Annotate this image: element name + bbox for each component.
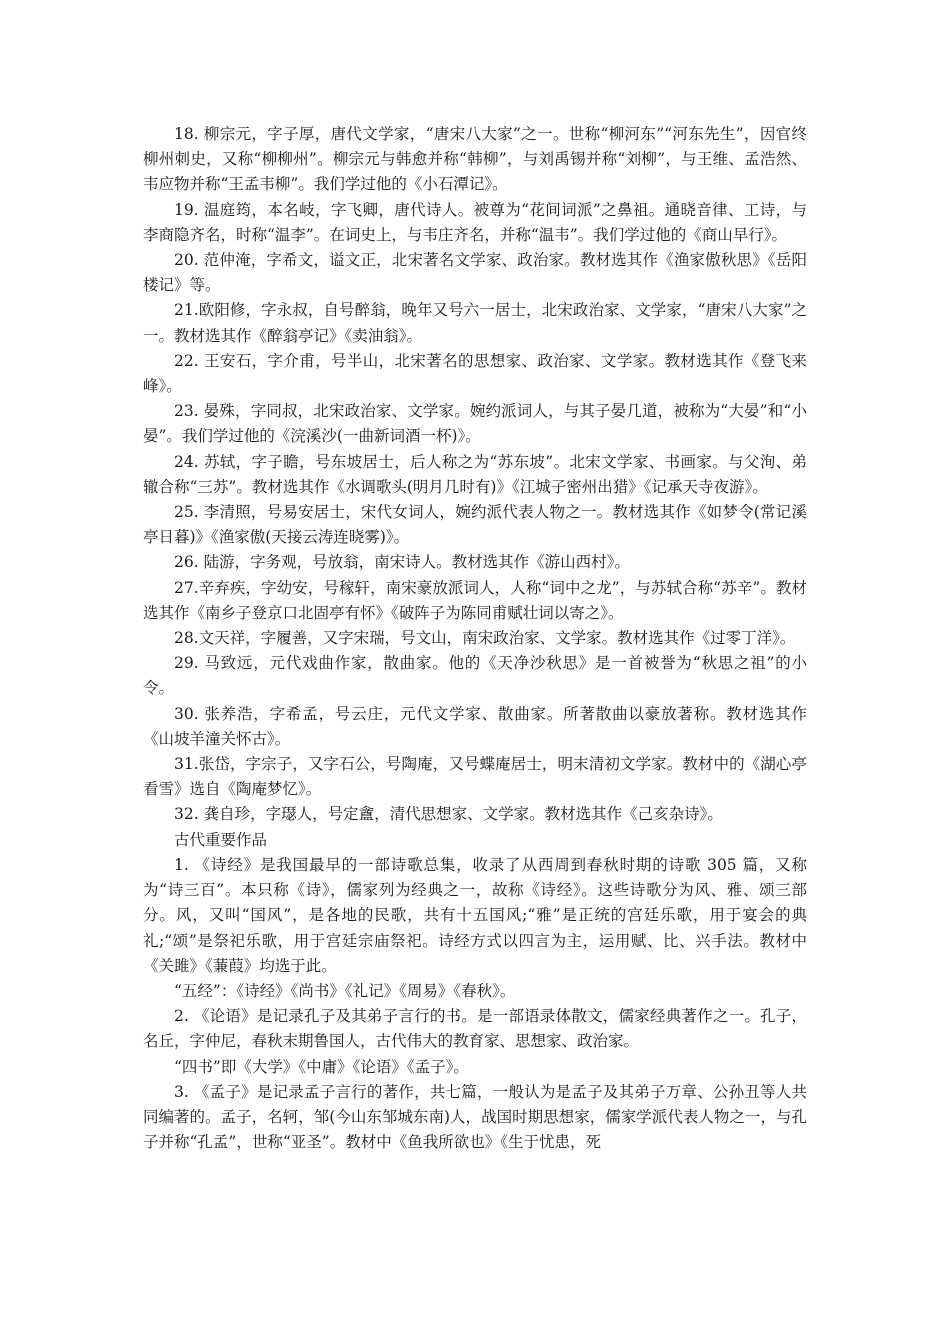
entry-zhang-yanghao: 30. 张养浩，字希孟，号云庄，元代文学家、散曲家。所著散曲以豪放著称。教材选其作《山坡羊潼关怀古》。 [143,704,807,748]
entry-yan-shu: 23. 晏殊，字同叔，北宋政治家、文学家。婉约派词人，与其子晏几道，被称为“大晏”和“小晏”。我们学过他的《浣溪沙(一曲新词酒一杯)》。 [143,402,807,446]
work-lunyu: 2. 《论语》是记录孔子及其弟子言行的书。是一部语录体散文，儒家经典著作之一。孔子，名丘，字仲尼，春秋末期鲁国人，古代伟大的教育家、思想家、政治家。 [143,1007,807,1051]
work-shijing: 1. 《诗经》是我国最早的一部诗歌总集，收录了从西周到春秋时期的诗歌 305 篇，又称为“诗三百”。本只称《诗》，儒家列为经典之一，故称《诗经》。这些诗歌分为风、雅、颂三部分。风，又叫“国风”，是各地的民歌，共有十五国风;“雅”是正统的宫廷乐歌，用于宴会的典礼;“颂”是祭祀乐歌，用于宫廷宗庙祭祀。诗经方式以四言为主，运用赋、比、兴手法。教材中《关雎》《蒹葭》均选于此。 [143,855,807,975]
entry-fan-zhongyan: 20. 范仲淹，字希文，谥文正，北宋著名文学家、政治家。教材选其作《渔家傲秋思》《岳阳楼记》等。 [143,251,807,295]
note-five-classics: “五经”：《诗经》《尚书》《礼记》《周易》《春秋》。 [174,981,516,1000]
entry-li-qingzhao: 25. 李清照，号易安居士，宋代女词人，婉约派代表人物之一。教材选其作《如梦令(常记溪亭日暮)》《渔家傲(天接云涛连晓雾)》。 [143,503,807,547]
entry-zhang-dai: 31.张岱，字宗子，又字石公，号陶庵，又号蝶庵居士，明末清初文学家。教材中的《湖心亭看雪》选自《陶庵梦忆》。 [143,755,807,799]
entry-wang-anshi: 22. 王安石，字介甫，号半山，北宋著名的思想家、政治家、文学家。教材选其作《登飞来峰》。 [143,351,807,396]
section-heading: 古代重要作品 [174,830,268,849]
entry-lu-you: 26. 陆游，字务观，号放翁，南宋诗人。教材选其作《游山西村》。 [174,553,630,572]
entry-liu-zongyuan: 18. 柳宗元，字子厚，唐代文学家，“唐宋八大家”之一。世称“柳河东”“河东先生”，因官终柳州刺史，又称“柳柳州”。柳宗元与韩愈并称“韩柳”，与刘禹锡并称“刘柳”，与王维、孟浩然、韦应物并称“王孟韦柳”。我们学过他的《小石潭记》。 [143,125,807,194]
entry-ouyang-xiu: 21.欧阳修，字永叔，自号醉翁，晚年又号六一居士，北宋政治家、文学家，“唐宋八大家”之一。教材选其作《醉翁亭记》《卖油翁》。 [143,301,807,345]
note-four-books: “四书”即《大学》《中庸》《论语》《孟子》。 [174,1057,469,1076]
entry-wen-tianxiang: 28.文天祥，字履善，又字宋瑞，号文山，南宋政治家、文学家。教材选其作《过零丁洋》。 [174,629,796,648]
entry-su-shi: 24. 苏轼，字子瞻，号东坡居士，后人称之为“苏东坡”。北宋文学家、书画家。与父洵、弟辙合称“三苏”。教材选其作《水调歌头(明月几时有)》《江城子密州出猎》《记承天寺夜游》。 [143,452,807,496]
entry-ma-zhiyuan: 29. 马致远，元代戏曲作家，散曲家。他的《天净沙秋思》是一首被誉为“秋思之祖”的小令。 [143,654,807,698]
entry-wen-tingyun: 19. 温庭筠，本名岐，字飞卿，唐代诗人。被尊为“花间词派”之鼻祖。通晓音律、工诗，与李商隐齐名，时称“温李”。在词史上，与韦庄齐名，并称“温韦”。我们学过他的《商山早行》。 [143,200,807,244]
entry-xin-qiji: 27.辛弃疾，字幼安，号稼轩，南宋豪放派词人，人称“词中之龙”，与苏轼合称“苏辛”。教材选其作《南乡子登京口北固亭有怀》《破阵子为陈同甫赋壮词以寄之》。 [143,578,807,622]
document-body [143,122,807,1155]
work-mengzi: 3. 《孟子》是记录孟子言行的著作，共七篇，一般认为是孟子及其弟子万章、公孙丑等人共同编著的。孟子，名轲，邹(今山东邹城东南)人，战国时期思想家，儒家学派代表人物之一，与孔子并称“孔孟”，世称“亚圣”。教材中《鱼我所欲也》《生于忧患，死 [143,1082,807,1152]
entry-gong-zizhen: 32. 龚自珍，字璱人，号定盦，清代思想家、文学家。教材选其作《己亥杂诗》。 [174,805,723,824]
